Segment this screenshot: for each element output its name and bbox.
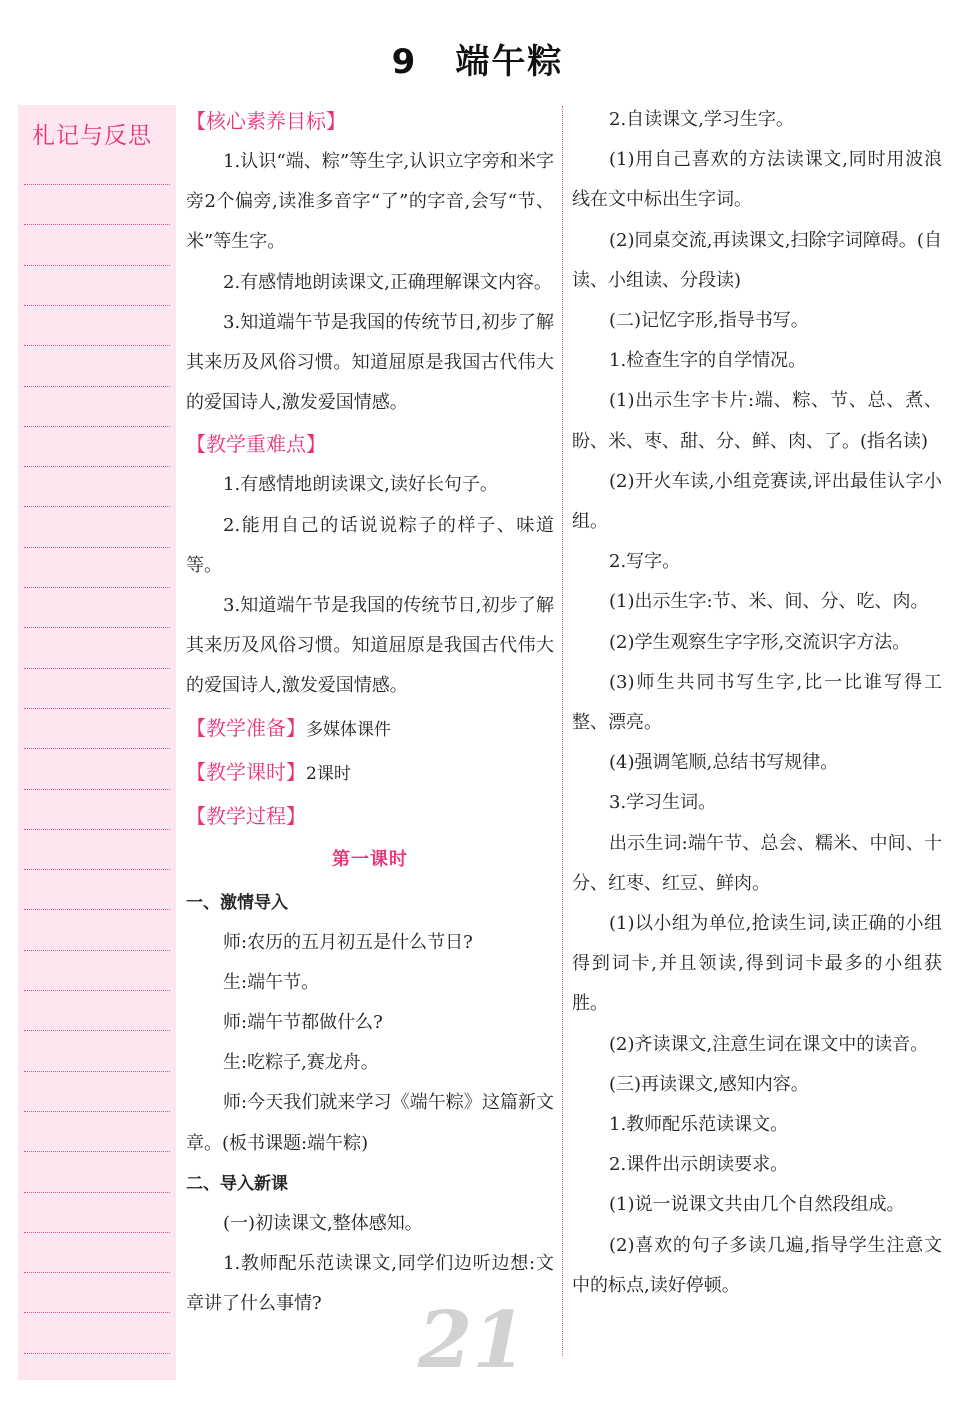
notes-ruled-line — [24, 748, 170, 749]
notes-ruled-line — [24, 1353, 170, 1354]
section-heading — [186, 100, 554, 142]
paragraph: 3.知道端午节是我国的传统节日,初步了解其来历及风俗习惯。知道屈原是我国古代伟大的爱国诗人,激发爱国情感。 — [186, 595, 554, 697]
notes-ruled-line — [24, 869, 170, 870]
paragraph: (2)同桌交流,再读课文,扫除字词障碍。(自读、小组读、分段读) — [572, 229, 942, 291]
section-heading-label: 【教学课时】 — [186, 759, 306, 784]
lesson-heading: 第一课时 — [332, 848, 408, 870]
column-divider — [562, 106, 563, 1356]
notes-ruled-line — [24, 950, 170, 951]
paragraph: 1.有感情地朗读课文,读好长句子。 — [223, 474, 498, 496]
notes-ruled-line — [24, 789, 170, 790]
notes-ruled-line — [24, 1030, 170, 1031]
page-number: 21 — [418, 1295, 527, 1386]
paragraph: 3.知道端午节是我国的传统节日,初步了解其来历及风俗习惯。知道屈原是我国古代伟大的爱国诗人,激发爱国情感。 — [186, 311, 554, 414]
paragraph: 生:吃粽子,赛龙舟。 — [223, 1052, 379, 1074]
notes-ruled-line — [24, 466, 170, 467]
paragraph: 生:端午节。 — [223, 971, 320, 993]
paragraph: (三)再读课文,感知内容。 — [609, 1073, 809, 1095]
paragraph: (1)出示生字卡片:端、粽、节、总、煮、盼、米、枣、甜、分、鲜、肉、了。(指名读) — [572, 390, 942, 452]
paragraph: (2)喜欢的句子多读几遍,指导学生注意文中的标点,读好停顿。 — [572, 1234, 942, 1296]
paragraph: 2.写字。 — [609, 551, 681, 573]
right-text-column — [572, 100, 942, 1306]
paragraph: (1)用自己喜欢的方法读课文,同时用波浪线在文中标出生字词。 — [572, 149, 942, 211]
paragraph: 师:端午节都做什么? — [223, 1012, 383, 1034]
section-heading-label: 【教学准备】 — [186, 715, 306, 740]
paragraph: (二)记忆字形,指导书写。 — [609, 310, 809, 332]
paragraph: (一)初读课文,整体感知。 — [223, 1212, 423, 1234]
section-heading — [186, 795, 554, 837]
notes-ruled-line — [24, 506, 170, 507]
notes-ruled-line — [24, 184, 170, 185]
lesson-number: 9 — [391, 42, 418, 82]
section-heading — [186, 707, 554, 751]
notes-ruled-line — [24, 1232, 170, 1233]
notes-ruled-line — [24, 1312, 170, 1313]
notes-ruled-line — [24, 345, 170, 346]
notes-ruled-line — [24, 386, 170, 387]
paragraph: 2.有感情地朗读课文,正确理解课文内容。 — [223, 271, 552, 293]
paragraph: 师:农历的五月初五是什么节日? — [223, 931, 473, 953]
section-heading-value: 多媒体课件 — [306, 719, 391, 740]
notes-ruled-line — [24, 829, 170, 830]
paragraph: 1.检查生字的自学情况。 — [609, 350, 807, 372]
section-heading-label: 【教学过程】 — [186, 803, 306, 828]
paragraph: (1)说一说课文共由几个自然段组成。 — [609, 1194, 905, 1216]
notes-ruled-line — [24, 305, 170, 306]
notes-ruled-line — [24, 1151, 170, 1152]
notes-sidebar — [18, 105, 176, 1380]
subsection-heading: 一、激情导入 — [186, 892, 288, 913]
paragraph: 2.自读课文,学习生字。 — [609, 109, 794, 130]
paragraph: 1.认识“端、粽”等生字,认识立字旁和米字旁2个偏旁,读准多音字“了”的字音,会写“节、米”等生字。 — [186, 151, 554, 253]
notes-ruled-line — [24, 1111, 170, 1112]
subsection-heading: 二、导入新课 — [186, 1173, 288, 1194]
paragraph: (2)齐读课文,注意生词在课文中的读音。 — [609, 1033, 929, 1055]
section-heading — [186, 751, 554, 795]
notes-ruled-line — [24, 547, 170, 548]
paragraph: 3.学习生词。 — [609, 792, 717, 814]
notes-ruled-line — [24, 627, 170, 628]
notes-ruled-line — [24, 909, 170, 910]
left-text-column — [186, 100, 554, 1324]
section-heading-label: 【核心素养目标】 — [186, 109, 346, 133]
paragraph: 师:今天我们就来学习《端午粽》这篇新文章。(板书课题:端午粽) — [186, 1092, 555, 1154]
page-title — [0, 34, 955, 83]
paragraph: 1.教师配乐范读课文,同学们边听边想:文章讲了什么事情? — [186, 1253, 554, 1315]
notes-ruled-line — [24, 668, 170, 669]
paragraph: 出示生词:端午节、总会、糯米、中间、十分、红枣、红豆、鲜肉。 — [572, 832, 942, 894]
lesson-title: 端午粽 — [455, 42, 564, 82]
section-heading — [186, 423, 554, 465]
notes-ruled-line — [24, 426, 170, 427]
paragraph: 1.教师配乐范读课文。 — [609, 1114, 789, 1136]
paragraph: 2.课件出示朗读要求。 — [609, 1154, 789, 1176]
paragraph: (4)强调笔顺,总结书写规律。 — [609, 752, 839, 774]
paragraph: (2)开火车读,小组竞赛读,评出最佳认字小组。 — [572, 470, 942, 533]
notes-ruled-line — [24, 1272, 170, 1273]
notes-ruled-line — [24, 708, 170, 709]
notes-label: 札记与反思 — [32, 123, 152, 149]
notes-ruled-line — [24, 1071, 170, 1072]
paragraph: (3)师生共同书写生字,比一比谁写得工整、漂亮。 — [572, 671, 942, 734]
paragraph: (2)学生观察生字字形,交流识字方法。 — [609, 631, 911, 653]
section-heading-label: 【教学重难点】 — [186, 432, 326, 457]
section-heading-value: 2课时 — [306, 763, 351, 784]
paragraph: (1)出示生字:节、米、间、分、吃、肉。 — [609, 591, 929, 613]
notes-ruled-line — [24, 587, 170, 588]
paragraph: 2.能用自己的话说说粽子的样子、味道等。 — [186, 514, 554, 576]
paragraph: (1)以小组为单位,抢读生词,读正确的小组得到词卡,并且领读,得到词卡最多的小组获胜。 — [572, 913, 942, 1015]
notes-ruled-line — [24, 1192, 170, 1193]
notes-ruled-line — [24, 265, 170, 266]
notes-ruled-line — [24, 990, 170, 991]
notes-ruled-line — [24, 224, 170, 225]
